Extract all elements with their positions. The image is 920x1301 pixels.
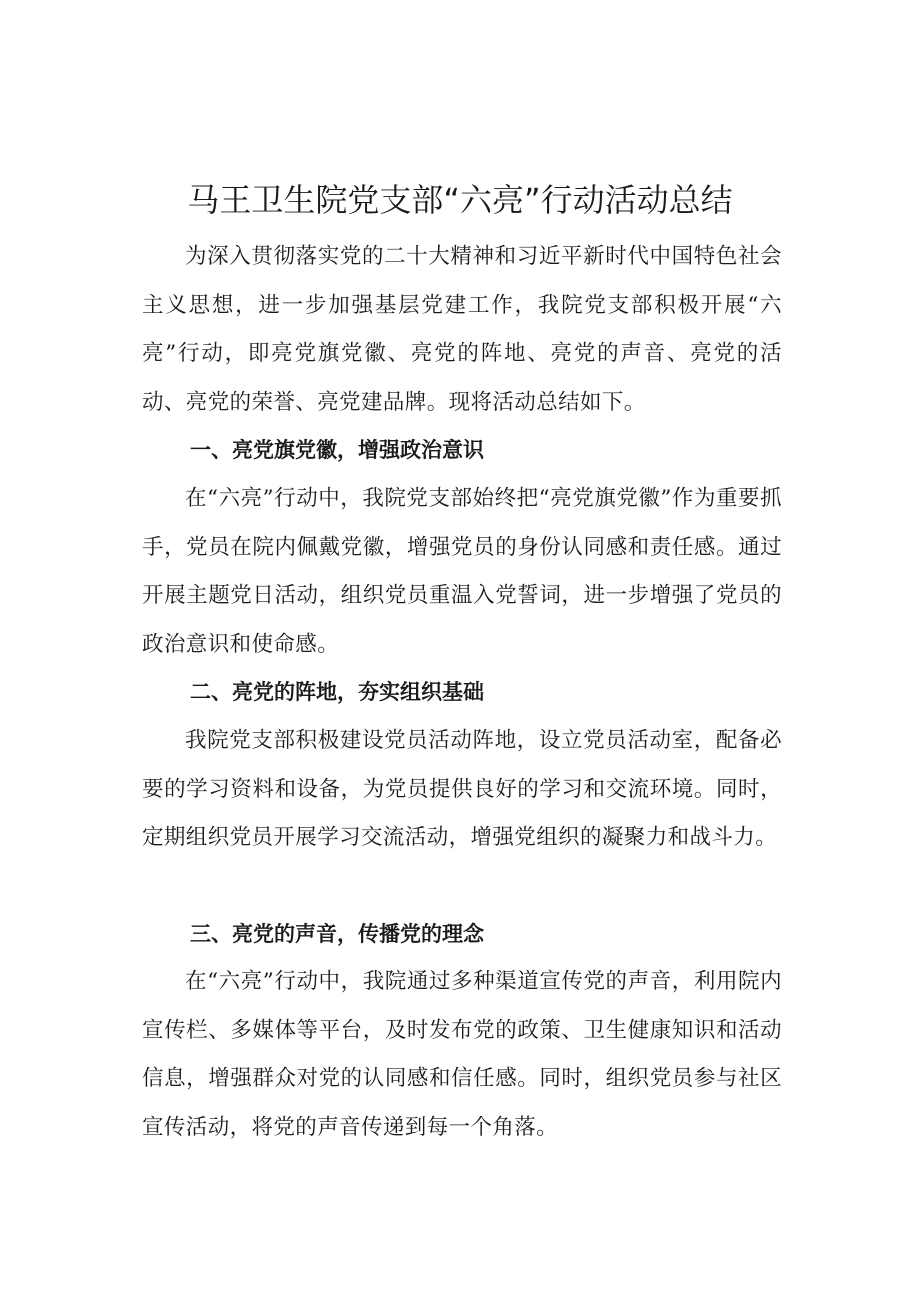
- intro-paragraph: 为深入贯彻落实党的二十大精神和习近平新时代中国特色社会主义思想，进一步加强基层党建工作，我院党支部积极开展“六亮”行动，即亮党旗党徽、亮党的阵地、亮党的声音、亮党的活动、亮党的荣誉、亮党建品牌。现将活动总结如下。: [142, 244, 782, 415]
- section-heading-2: 二、亮党的阵地，夯实组织基础: [190, 680, 484, 704]
- section-heading-3: 三、亮党的声音，传播党的理念: [190, 922, 484, 946]
- document-title: 马王卫生院党支部“六亮”行动活动总结: [187, 181, 733, 219]
- section-paragraph-3: 在“六亮”行动中，我院通过多种渠道宣传党的声音，利用院内宣传栏、多媒体等平台，及时发布党的政策、卫生健康知识和活动信息，增强群众对党的认同感和信任感。同时，组织党员参与社区宣传活动，将党的声音传递到每一个角落。: [142, 969, 782, 1140]
- section-paragraph-1: 在“六亮”行动中，我院党支部始终把“亮党旗党徽”作为重要抓手，党员在院内佩戴党徽，增强党员的身份认同感和责任感。通过开展主题党日活动，组织党员重温入党誓词，进一步增强了党员的政治意识和使命感。: [142, 486, 782, 657]
- section-heading-1: 一、亮党旗党徽，增强政治意识: [190, 438, 484, 462]
- section-paragraph-2: 我院党支部积极建设党员活动阵地，设立党员活动室，配备必要的学习资料和设备，为党员提供良好的学习和交流环境。同时，定期组织党员开展学习交流活动，增强党组织的凝聚力和战斗力。: [142, 728, 782, 850]
